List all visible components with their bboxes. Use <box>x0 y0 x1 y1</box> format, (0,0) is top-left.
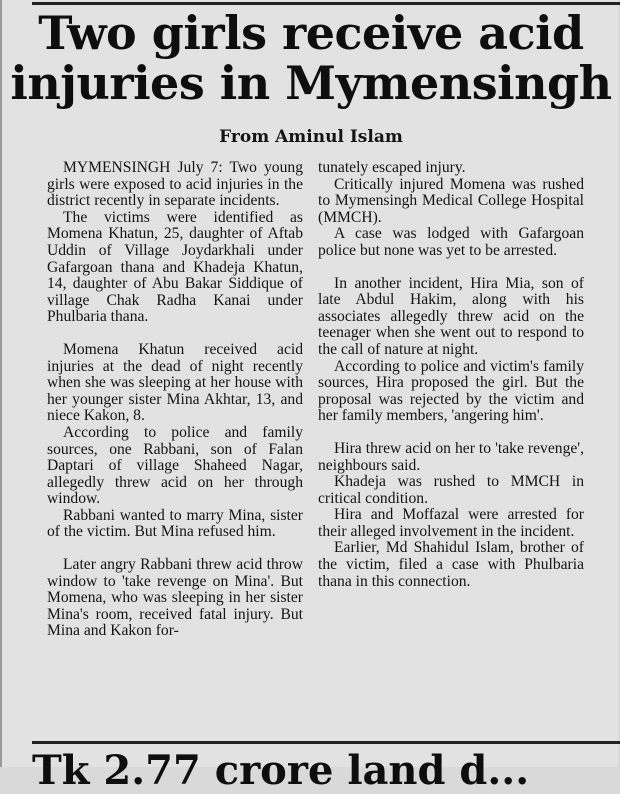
next-headline-fragment: Tk 2.77 crore land d... <box>32 747 530 794</box>
paragraph: In another incident, Hira Mia, son of late Abdul Hakim, along with his associates allegedly threw acid on the teenager when she went out to respond to the call of nature at night. <box>318 274 584 358</box>
paragraph: tunately escaped injury. <box>318 159 466 176</box>
paragraph: MYMENSINGH July 7: Two young girls were exposed to acid injuries in the district recently in separate incidents. <box>47 159 303 210</box>
byline: From Aminul Islam <box>219 127 403 147</box>
paragraph: A case was lodged with Gafargoan police but none was yet to be arrested. <box>318 225 584 259</box>
headline <box>2 8 620 108</box>
paragraph: According to police and family sources, one Rabbani, son of Falan Daptari of village Shaheed Nagar, allegedly threw acid on her through window. <box>47 423 303 508</box>
paragraph: According to police and victim's family sources, Hira proposed the girl. But the proposal was rejected by the victim and her family members, 'angering him'. <box>318 357 584 425</box>
paragraph: Momena Khatun received acid injuries at the dead of night recently when she was sleeping at her house with her younger sister Mina Akhtar, 13, and niece Kakon, 8. <box>47 340 303 425</box>
paragraph: Later angry Rabbani threw acid throw window to 'take revenge on Mina'. But Momena, who was sleeping in her sister Mina's room, received fatal injury. But Mina and Kakon for- <box>47 556 303 640</box>
next-article-strip <box>32 745 620 794</box>
paragraph: The victims were identified as Momena Khatun, 25, daughter of Aftab Uddin of Village Joydarkhali under Gafargoan thana and Khadeja Khatun, 14, daughter of Abu Bakar Siddique of village Chak Radha Kanai under Phulbaria thana. <box>47 208 303 326</box>
paragraph: Earlier, Md Shahidul Islam, brother of the victim, filed a case with Phulbaria thana in this connection. <box>318 539 584 590</box>
paragraph: Hira and Moffazal were arrested for their alleged involvement in the incident. <box>318 506 584 540</box>
column-2 <box>318 160 584 590</box>
paragraph: Hira threw acid on her to 'take revenge', neighbours said. <box>318 439 584 474</box>
bottom-rule <box>32 741 620 744</box>
headline-line-2: injuries in Mymensingh <box>10 56 612 110</box>
headline-line-1: Two girls receive acid <box>38 6 584 60</box>
paragraph: Critically injured Momena was rushed to Mymensingh Medical College Hospital (MMCH). <box>318 175 584 226</box>
column-1 <box>47 160 303 640</box>
paragraph: Khadeja was rushed to MMCH in critical condition. <box>318 473 584 507</box>
top-rule <box>32 2 620 5</box>
paragraph: Rabbani wanted to marry Mina, sister of the victim. But Mina refused him. <box>47 506 303 541</box>
